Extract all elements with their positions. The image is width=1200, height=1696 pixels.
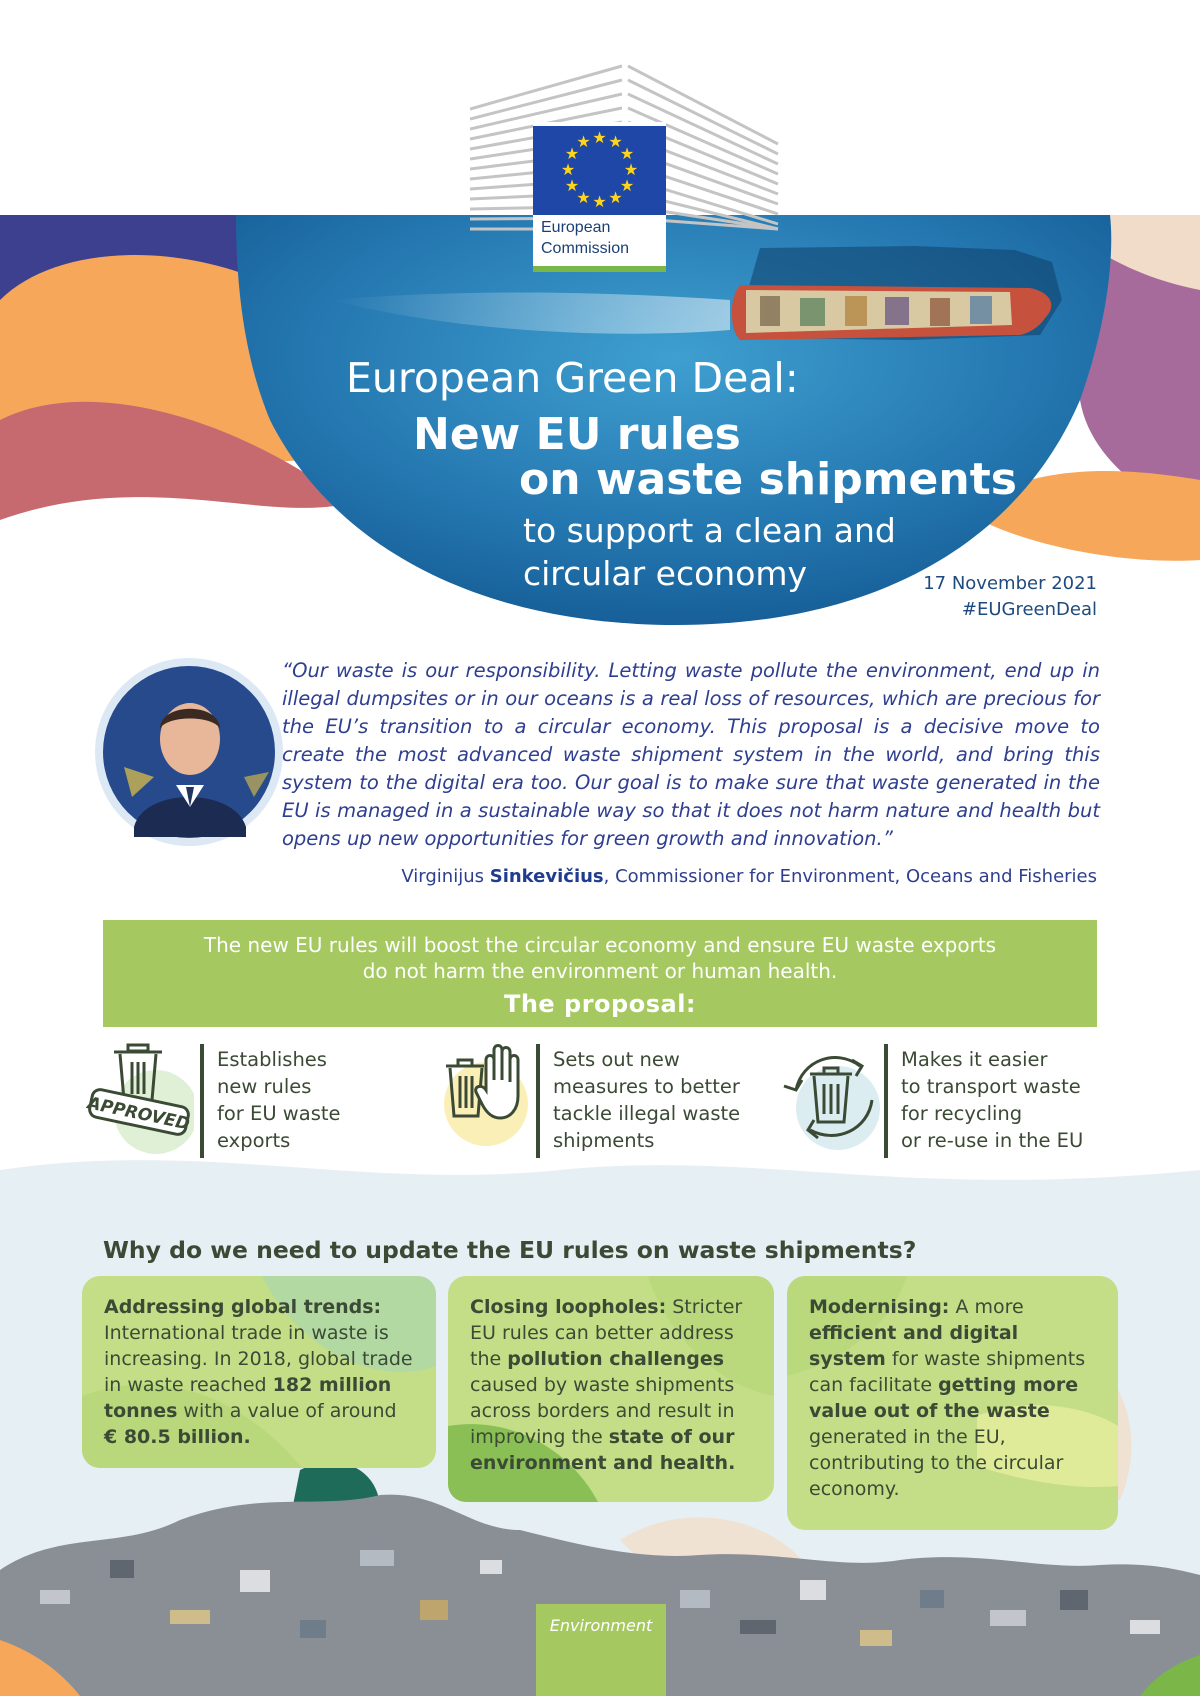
svg-text:★: ★	[592, 128, 607, 147]
item-divider	[200, 1044, 204, 1158]
item-2-line: Sets out new	[553, 1048, 680, 1071]
card2-heading: Closing loopholes:	[470, 1296, 667, 1318]
quote-attribution	[401, 866, 1097, 887]
item-3-line: to transport waste	[901, 1075, 1081, 1098]
hero-subtitle-line2: circular economy	[523, 554, 808, 593]
card1-text: with a value of around	[177, 1400, 397, 1422]
card3-text: for waste shipments can facilitate	[809, 1348, 1086, 1396]
item-3-line: or re-use in the EU	[901, 1129, 1084, 1152]
card-global-trends	[82, 1276, 436, 1468]
item-divider	[884, 1044, 888, 1158]
svg-text:★: ★	[619, 176, 635, 195]
logo-text-commission: Commission	[541, 240, 630, 257]
card2-text: Stricter EU rules can better address the	[470, 1296, 743, 1370]
approved-stamp-text: APPROVED	[85, 1093, 192, 1135]
card1-bold: 182 million tonnes	[104, 1374, 392, 1422]
svg-text:★: ★	[592, 192, 607, 211]
hero-title-line3: on waste shipments	[519, 454, 1017, 505]
environment-tab	[536, 1604, 666, 1696]
commissioner-quote: “Our waste is our responsibility. Letting waste pollute the environment, end up in illegal dumpsites or in our oceans is a real loss of resources, which are precious for the EU’s transition to a circular economy. This proposal is a decisive move to create the most advanced waste shipment system in the world, and bring this system to the digital era too. Our goal is to make sure that waste generated in the EU is managed in a sustainable way so that it does not harm nature and health but opens up new opportunities for green growth and innovation.”	[282, 659, 1100, 850]
commissioner-portrait	[94, 657, 284, 847]
item-3-line: Makes it easier	[901, 1048, 1048, 1071]
item-2-line: measures to better	[553, 1075, 740, 1098]
proposal-banner	[103, 920, 1097, 1027]
logo-text-european: European	[541, 219, 611, 236]
card1-text: International trade in waste is increasing. In 2018, global trade in waste reached	[104, 1322, 413, 1396]
environment-label: Environment	[549, 1616, 653, 1635]
card1-heading: Addressing global trends:	[104, 1296, 382, 1318]
author-role: , Commissioner for Environment, Oceans and Fisheries	[603, 866, 1097, 887]
card3-heading: Modernising:	[809, 1296, 950, 1318]
svg-text:★: ★	[619, 144, 635, 163]
svg-text:★: ★	[576, 132, 591, 151]
author-first-name: Virginijus	[401, 866, 484, 887]
svg-text:★: ★	[576, 188, 591, 207]
item-2-line: tackle illegal waste	[553, 1102, 741, 1125]
item-1-line: exports	[217, 1129, 291, 1152]
svg-text:★: ★	[564, 176, 580, 195]
banner-line2: do not harm the environment or human health.	[362, 959, 838, 983]
item-2-line: shipments	[553, 1129, 655, 1152]
card2-bold: pollution challenges	[507, 1348, 725, 1370]
card1-bold: € 80.5 billion.	[104, 1426, 251, 1448]
proposal-item-1	[217, 1046, 341, 1154]
item-1-line: new rules	[217, 1075, 312, 1098]
banner-line1: The new EU rules will boost the circular economy and ensure EU waste exports	[203, 933, 997, 957]
svg-text:★: ★	[623, 160, 639, 179]
card-closing-loopholes	[448, 1276, 774, 1502]
svg-text:★: ★	[564, 144, 580, 163]
item-1-line: Establishes	[217, 1048, 327, 1071]
proposal-item-2	[553, 1046, 740, 1154]
item-divider	[536, 1044, 540, 1158]
author-last-name: Sinkevičius	[489, 866, 604, 887]
svg-text:★: ★	[608, 188, 623, 207]
svg-text:★: ★	[560, 160, 576, 179]
publication-date: 17 November 2021	[923, 573, 1097, 594]
hashtag: #EUGreenDeal	[961, 599, 1097, 620]
card3-text: A more	[949, 1296, 1024, 1318]
item-1-line: for EU waste	[217, 1102, 341, 1125]
card-modernising	[787, 1276, 1118, 1530]
card2-text: caused by waste shipments across borders and result in improving the	[470, 1374, 735, 1448]
bin-stop-hand-icon	[440, 1040, 540, 1160]
card2-bold: state of our environment and health.	[470, 1426, 736, 1474]
hero-subtitle-line1: to support a clean and	[523, 511, 896, 550]
hero-title-line1: European Green Deal:	[346, 354, 799, 402]
card3-bold: efficient and digital system	[809, 1322, 1019, 1370]
card3-text: generated in the EU, contributing to the circular economy.	[809, 1426, 1064, 1500]
card3-bold: getting more value out of the waste	[809, 1374, 1079, 1422]
hero-title-line2: New EU rules	[413, 409, 741, 460]
svg-text:★: ★	[608, 132, 623, 151]
recycle-bin-icon	[776, 1040, 886, 1160]
item-3-line: for recycling	[901, 1102, 1023, 1125]
proposal-item-3	[901, 1046, 1083, 1154]
banner-title: The proposal:	[503, 990, 697, 1018]
section-heading: Why do we need to update the EU rules on waste shipments?	[103, 1236, 917, 1264]
approved-bin-icon	[84, 1040, 194, 1160]
